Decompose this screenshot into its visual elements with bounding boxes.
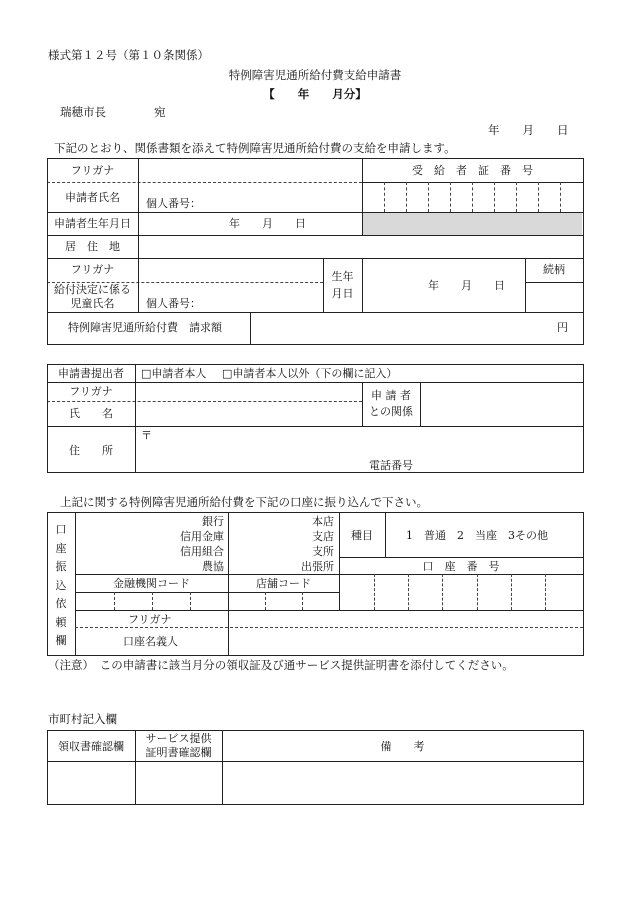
relation-label-1: 申 請 者 [371, 389, 411, 402]
branch-type-office: 出張所 [301, 560, 334, 573]
addressee-honorific: 宛 [154, 105, 166, 119]
inst-type-nokyo: 農協 [202, 560, 224, 573]
service-proof-label-1: サービス提供 [145, 732, 212, 745]
branch-type-main: 本店 [312, 515, 334, 528]
date-line: 年 月 日 [488, 123, 569, 137]
account-number-label: 口 座 番 号 [422, 560, 500, 573]
postal-mark: 〒 [141, 429, 152, 442]
branch-type-sub: 支所 [312, 545, 334, 558]
submitter-address-label: 住 所 [69, 444, 113, 457]
municipal-title: 市町村記入欄 [48, 712, 117, 726]
child-furigana-label: フリガナ [70, 263, 115, 276]
applicant-name-label: 申請者氏名 [65, 191, 120, 204]
claim-amount-label: 特例障害児通所給付費 請求額 [68, 321, 222, 334]
residence-label: 居 住 地 [65, 240, 120, 253]
submitter-furigana-label: フリガナ [69, 385, 113, 398]
inst-type-shinkin: 信用金庫 [180, 530, 224, 543]
note-text: （注意） この申請書に該当月分の領収証及び通サービス提供証明書を添付してください。 [48, 658, 514, 672]
account-type-label: 種目 [351, 529, 373, 542]
receipt-check-label: 領収書確認欄 [58, 740, 124, 753]
child-birth-label-2: 月日 [331, 287, 354, 300]
addressee-city: 瑞穂市長 [60, 105, 106, 119]
child-birthdate-value: 年 月 日 [428, 279, 505, 292]
page-title: 特例障害児通所給付費支給申請書 [228, 68, 402, 82]
bank-intro: 上記に関する特例障害児通所給付費を下記の口座に振り込んで下さい。 [60, 495, 428, 509]
branch-type-branch: 支店 [312, 530, 334, 543]
remarks-label: 備 考 [380, 740, 425, 753]
service-proof-label-2: 証明書確認欄 [145, 746, 212, 759]
account-holder-label: 口座名義人 [123, 635, 178, 648]
furigana-label: フリガナ [70, 164, 115, 177]
child-name-label-1: 給付決定に係る [54, 283, 131, 296]
phone-label: 電話番号 [369, 459, 413, 472]
relation-label-2: との関係 [369, 405, 413, 418]
period-label: 【 年 月分】 [263, 87, 367, 101]
submitter-other-checkbox[interactable]: □申請者本人以外（下の欄に記入） [222, 367, 398, 380]
yen-unit: 円 [557, 321, 568, 334]
inst-type-kumiai: 信用組合 [180, 545, 224, 558]
personal-number-label: 個人番号： [146, 197, 201, 210]
relationship-label: 続柄 [543, 263, 565, 276]
recipient-number-label: 受 給 者 証 番 号 [412, 164, 533, 177]
shaded-cell [362, 212, 582, 235]
birthdate-value: 年 月 日 [229, 217, 306, 230]
branch-code-label: 店舗コード [256, 577, 311, 590]
inst-type-bank: 銀行 [202, 515, 224, 528]
submitter-name-label: 氏 名 [69, 407, 113, 420]
holder-furigana-label: フリガナ [128, 613, 172, 626]
child-name-label-2: 児童氏名 [70, 297, 115, 310]
birthdate-label: 申請者生年月日 [54, 217, 131, 230]
intro-text: 下記のとおり、関係書類を添えて特例障害児通所給付費の支給を申請します。 [54, 141, 456, 155]
submitter-self-checkbox[interactable]: □申請者本人 [141, 367, 207, 380]
bank-code-label: 金融機関コード [113, 577, 190, 590]
form-number: 様式第１２号（第１０条関係） [48, 48, 209, 62]
submitter-label: 申請書提出者 [58, 367, 124, 380]
child-personal-number-label: 個人番号： [146, 297, 201, 310]
child-birth-label-1: 生年 [331, 270, 354, 283]
account-type-options: 1 普通 2 当座 3その他 [406, 529, 548, 542]
bank-side-label: 口 座 振 込 依 頼 欄 [55, 523, 67, 647]
